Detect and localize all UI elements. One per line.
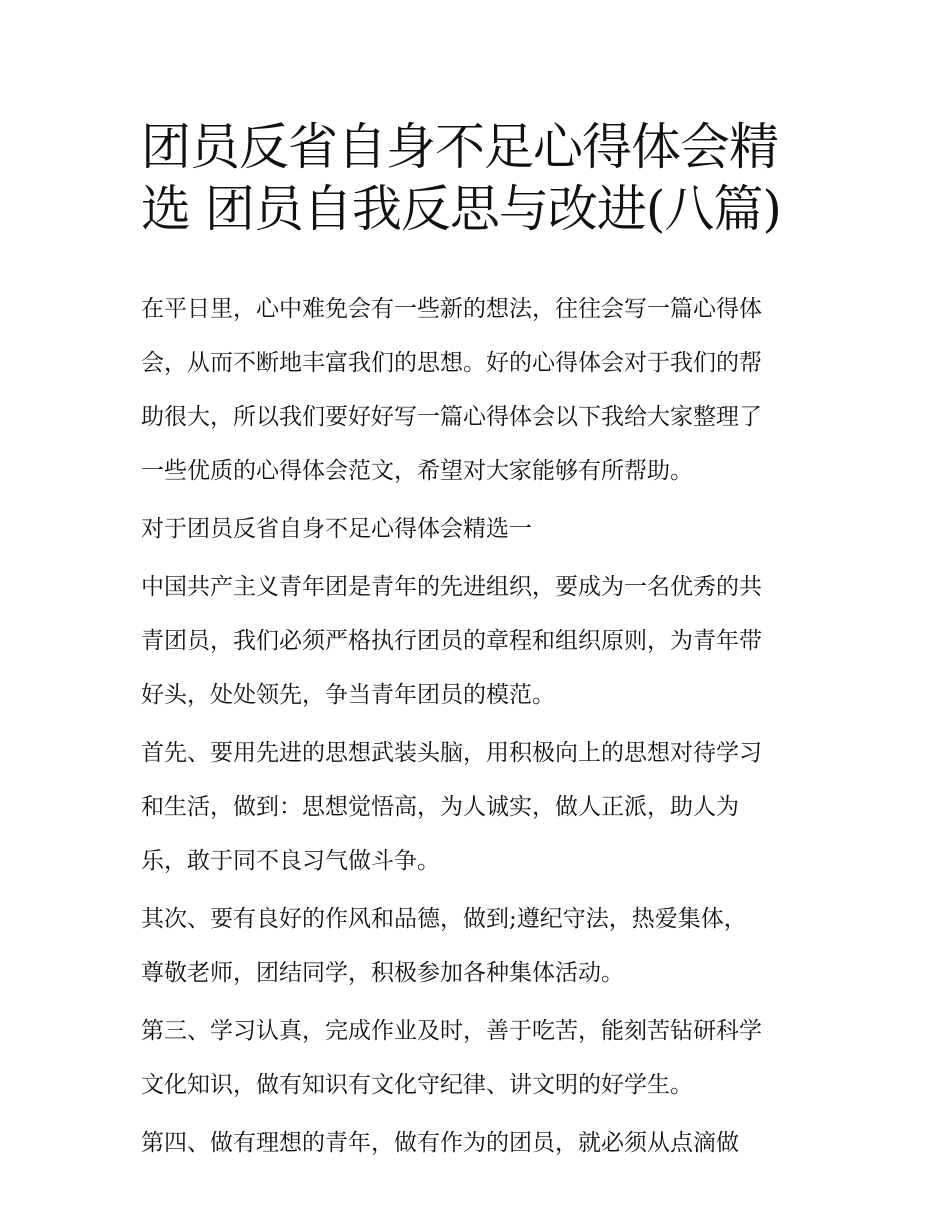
text-line: 在平日里，心中难免会有一些新的想法，往往会写一篇心得体 — [141, 296, 762, 322]
paragraph-fourth — [141, 1116, 821, 1170]
text-line: 乐，敢于同不良习气做斗争。 — [141, 848, 440, 874]
text-line: 会，从而不断地丰富我们的思想。好的心得体会对于我们的帮 — [141, 350, 762, 376]
paragraph-first — [141, 726, 821, 888]
text-line: 第四、做有理想的青年，做有作为的团员，就必须从点滴做 — [141, 1130, 739, 1156]
text-line: 好头，处处领先，争当青年团员的模范。 — [141, 682, 555, 708]
title-line: 选 团员自我反思与改进(八篇) — [141, 180, 781, 238]
paragraph-third — [141, 1004, 821, 1112]
text-line: 对于团员反省自身不足心得体会精选一 — [141, 516, 532, 542]
paragraph-intro — [141, 282, 821, 498]
text-line: 其次、要有良好的作风和品德，做到;遵纪守法，热爱集体， — [141, 906, 747, 932]
title-line: 团员反省自身不足心得体会精 — [141, 118, 778, 176]
text-line: 青团员，我们必须严格执行团员的章程和组织原则，为青年带 — [141, 628, 762, 654]
document-title — [141, 116, 831, 240]
text-line: 首先、要用先进的思想武装头脑，用积极向上的思想对待学习 — [141, 740, 762, 766]
document-body — [141, 282, 821, 1174]
section-heading — [141, 502, 821, 556]
text-line: 中国共产主义青年团是青年的先进组织，要成为一名优秀的共 — [141, 574, 762, 600]
text-line: 第三、学习认真，完成作业及时，善于吃苦，能刻苦钻研科学 — [141, 1018, 762, 1044]
paragraph-second — [141, 892, 821, 1000]
text-line: 文化知识，做有知识有文化守纪律、讲文明的好学生。 — [141, 1072, 693, 1098]
text-line: 一些优质的心得体会范文，希望对大家能够有所帮助。 — [141, 458, 693, 484]
text-line: 尊敬老师，团结同学，积极参加各种集体活动。 — [141, 960, 624, 986]
text-line: 和生活，做到：思想觉悟高，为人诚实，做人正派，助人为 — [141, 794, 739, 820]
text-line: 助很大，所以我们要好好写一篇心得体会以下我给大家整理了 — [141, 404, 762, 430]
paragraph-cyl — [141, 560, 821, 722]
